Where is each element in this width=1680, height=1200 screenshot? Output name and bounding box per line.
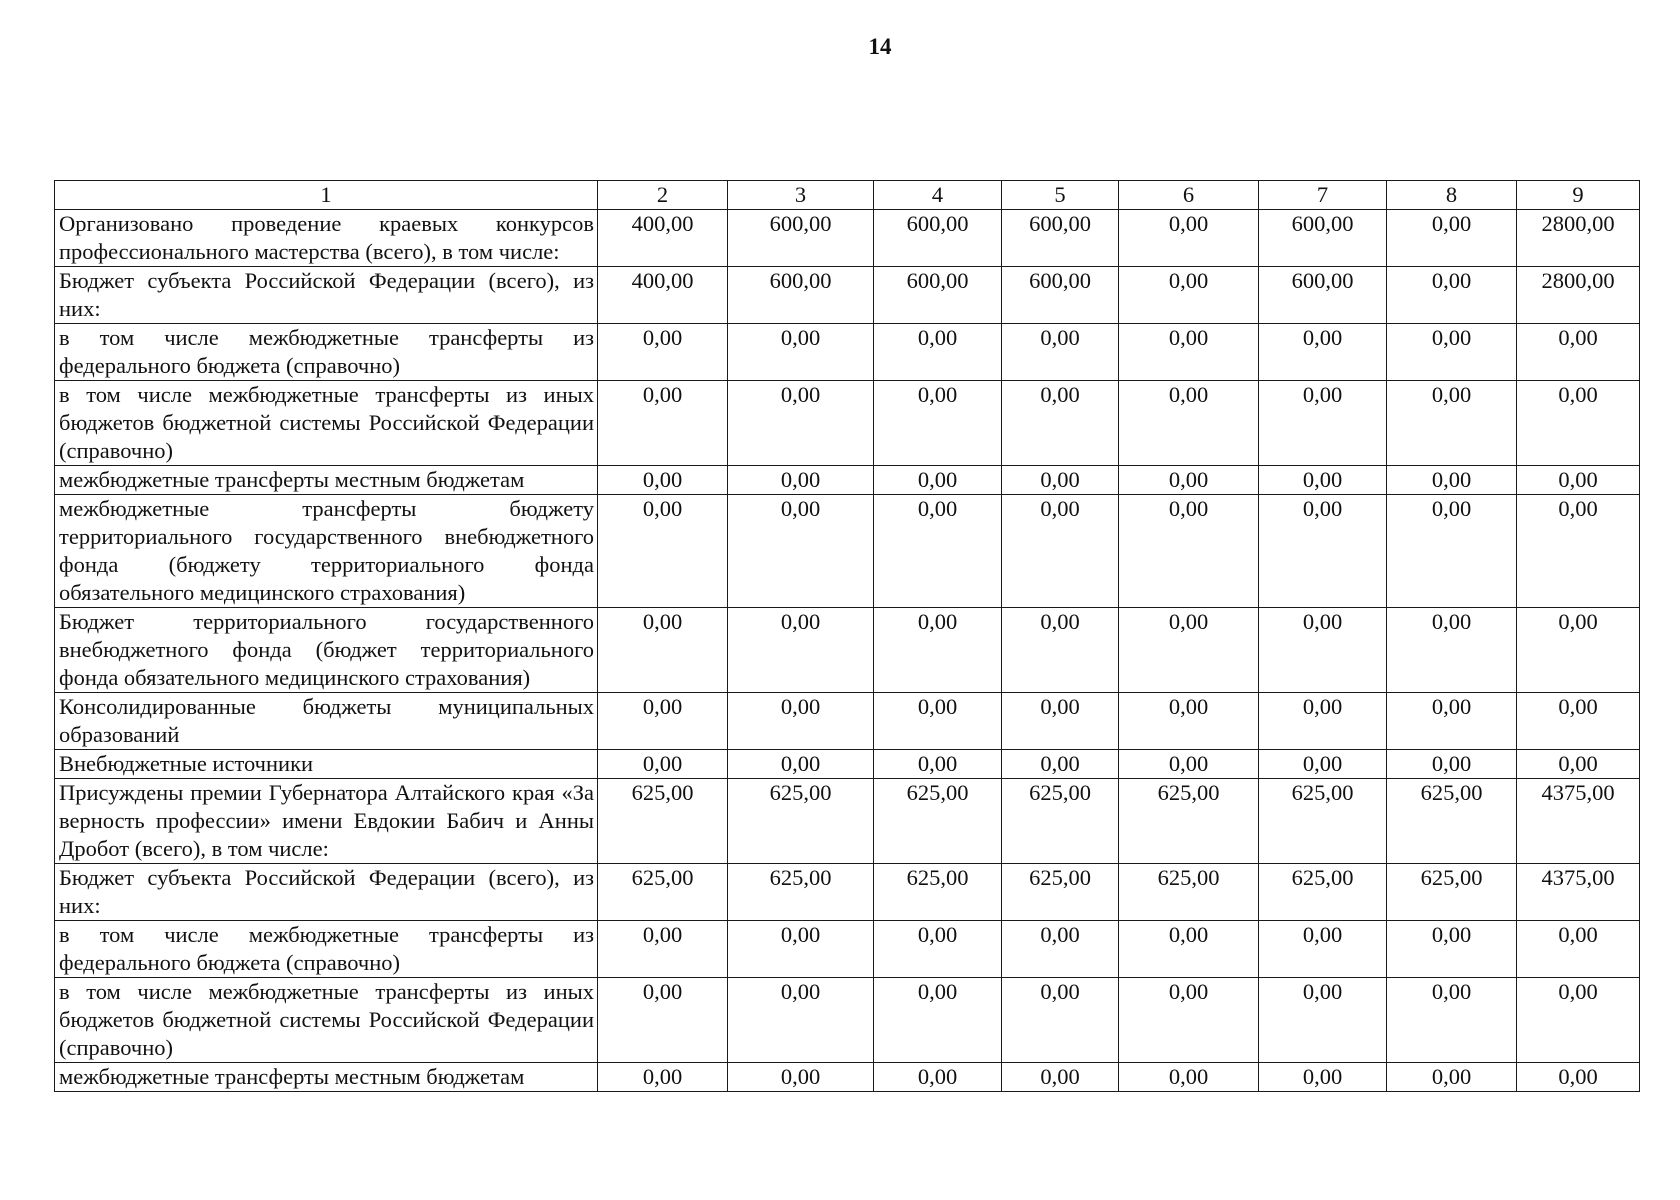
value-cell: 0,00 [1119,750,1259,779]
row-label: Бюджет субъекта Российской Федерации (всего), из них: [55,267,598,324]
column-header-9: 9 [1517,181,1640,210]
value-cell: 625,00 [1119,864,1259,921]
column-header-8: 8 [1387,181,1517,210]
value-cell: 600,00 [728,267,874,324]
table-row [55,608,1640,693]
value-cell: 0,00 [1002,921,1119,978]
value-cell: 600,00 [1259,267,1387,324]
value-cell: 0,00 [1517,978,1640,1063]
value-cell: 625,00 [1387,779,1517,864]
value-cell: 0,00 [728,750,874,779]
value-cell: 0,00 [1387,324,1517,381]
value-cell: 0,00 [1387,381,1517,466]
value-cell: 0,00 [598,750,728,779]
value-cell: 600,00 [1002,267,1119,324]
value-cell: 0,00 [1387,921,1517,978]
value-cell: 0,00 [1259,750,1387,779]
value-cell: 600,00 [874,210,1002,267]
value-cell: 625,00 [728,864,874,921]
value-cell: 0,00 [1387,267,1517,324]
value-cell: 0,00 [1002,693,1119,750]
value-cell: 0,00 [874,381,1002,466]
value-cell: 0,00 [1517,495,1640,608]
value-cell: 0,00 [1119,381,1259,466]
column-header-4: 4 [874,181,1002,210]
table-row [55,693,1640,750]
value-cell: 0,00 [1119,466,1259,495]
value-cell: 0,00 [1259,921,1387,978]
value-cell: 0,00 [874,978,1002,1063]
table-row [55,466,1640,495]
value-cell: 0,00 [598,324,728,381]
value-cell: 0,00 [874,608,1002,693]
value-cell: 0,00 [1119,210,1259,267]
row-label: Консолидированные бюджеты муниципальных образований [55,693,598,750]
value-cell: 0,00 [728,608,874,693]
column-header-7: 7 [1259,181,1387,210]
value-cell: 625,00 [1259,864,1387,921]
value-cell: 0,00 [598,1063,728,1092]
value-cell: 0,00 [1387,466,1517,495]
value-cell: 0,00 [598,466,728,495]
value-cell: 0,00 [598,921,728,978]
value-cell: 0,00 [1119,495,1259,608]
value-cell: 0,00 [1002,750,1119,779]
column-header-5: 5 [1002,181,1119,210]
value-cell: 600,00 [874,267,1002,324]
row-label: Бюджет территориального государственного внебюджетного фонда (бюджет территориального фонда обязательного медицинского страхования) [55,608,598,693]
value-cell: 625,00 [874,864,1002,921]
table-row [55,864,1640,921]
value-cell: 0,00 [728,693,874,750]
table-row [55,1063,1640,1092]
table-row [55,324,1640,381]
row-label: Внебюджетные источники [55,750,598,779]
value-cell: 4375,00 [1517,864,1640,921]
value-cell: 0,00 [1517,693,1640,750]
table-row [55,921,1640,978]
value-cell: 0,00 [598,495,728,608]
value-cell: 0,00 [1259,608,1387,693]
value-cell: 0,00 [1517,921,1640,978]
value-cell: 0,00 [1002,495,1119,608]
value-cell: 0,00 [598,381,728,466]
value-cell: 2800,00 [1517,267,1640,324]
value-cell: 0,00 [1387,978,1517,1063]
value-cell: 0,00 [874,495,1002,608]
value-cell: 0,00 [874,921,1002,978]
value-cell: 0,00 [1259,381,1387,466]
row-label: в том числе межбюджетные трансферты из иных бюджетов бюджетной системы Российской Федерации (справочно) [55,978,598,1063]
value-cell: 0,00 [1517,324,1640,381]
value-cell: 0,00 [874,324,1002,381]
column-header-1: 1 [55,181,598,210]
value-cell: 0,00 [1119,978,1259,1063]
row-label: Организовано проведение краевых конкурсов профессионального мастерства (всего), в том числе: [55,210,598,267]
value-cell: 625,00 [598,779,728,864]
value-cell: 0,00 [874,693,1002,750]
value-cell: 0,00 [874,750,1002,779]
value-cell: 0,00 [728,324,874,381]
row-label: Бюджет субъекта Российской Федерации (всего), из них: [55,864,598,921]
value-cell: 625,00 [1387,864,1517,921]
value-cell: 0,00 [1387,693,1517,750]
row-label: межбюджетные трансферты местным бюджетам [55,466,598,495]
value-cell: 0,00 [1119,267,1259,324]
value-cell: 625,00 [1002,864,1119,921]
value-cell: 0,00 [1119,693,1259,750]
value-cell: 0,00 [728,495,874,608]
table-row [55,978,1640,1063]
value-cell: 0,00 [1387,495,1517,608]
table-row [55,495,1640,608]
value-cell: 0,00 [874,1063,1002,1092]
value-cell: 2800,00 [1517,210,1640,267]
value-cell: 0,00 [728,381,874,466]
value-cell: 0,00 [598,978,728,1063]
value-cell: 0,00 [1119,324,1259,381]
value-cell: 0,00 [1387,750,1517,779]
table-row [55,779,1640,864]
value-cell: 4375,00 [1517,779,1640,864]
row-label: в том числе межбюджетные трансферты из федерального бюджета (справочно) [55,921,598,978]
value-cell: 600,00 [1002,210,1119,267]
value-cell: 0,00 [1517,381,1640,466]
value-cell: 0,00 [1517,1063,1640,1092]
value-cell: 0,00 [1002,1063,1119,1092]
value-cell: 0,00 [1517,608,1640,693]
value-cell: 0,00 [598,608,728,693]
value-cell: 0,00 [1002,381,1119,466]
value-cell: 0,00 [1119,1063,1259,1092]
value-cell: 400,00 [598,210,728,267]
column-header-2: 2 [598,181,728,210]
value-cell: 0,00 [1387,210,1517,267]
value-cell: 0,00 [1387,608,1517,693]
budget-table [54,180,1640,1092]
value-cell: 625,00 [728,779,874,864]
table-row [55,750,1640,779]
header-row [55,181,1640,210]
value-cell: 0,00 [1002,324,1119,381]
value-cell: 0,00 [728,921,874,978]
table-row [55,267,1640,324]
value-cell: 0,00 [1002,466,1119,495]
column-header-3: 3 [728,181,874,210]
value-cell: 600,00 [728,210,874,267]
table-body [55,210,1640,1092]
row-label: Присуждены премии Губернатора Алтайского края «За верность профессии» имени Евдокии Бабич и Анны Дробот (всего), в том числе: [55,779,598,864]
value-cell: 0,00 [1119,921,1259,978]
value-cell: 625,00 [874,779,1002,864]
value-cell: 600,00 [1259,210,1387,267]
value-cell: 0,00 [728,466,874,495]
value-cell: 0,00 [1259,978,1387,1063]
value-cell: 0,00 [1259,1063,1387,1092]
row-label: межбюджетные трансферты местным бюджетам [55,1063,598,1092]
row-label: межбюджетные трансферты бюджету территориального государственного внебюджетного фонда (бюджету территориального фонда обязательного медицинского страхования) [55,495,598,608]
value-cell: 0,00 [728,978,874,1063]
value-cell: 0,00 [1517,750,1640,779]
value-cell: 0,00 [728,1063,874,1092]
value-cell: 0,00 [1259,466,1387,495]
value-cell: 0,00 [1259,495,1387,608]
value-cell: 0,00 [1002,978,1119,1063]
value-cell: 0,00 [598,693,728,750]
row-label: в том числе межбюджетные трансферты из иных бюджетов бюджетной системы Российской Федерации (справочно) [55,381,598,466]
value-cell: 0,00 [874,466,1002,495]
value-cell: 625,00 [1119,779,1259,864]
value-cell: 0,00 [1517,466,1640,495]
value-cell: 0,00 [1259,324,1387,381]
value-cell: 625,00 [1002,779,1119,864]
value-cell: 0,00 [1002,608,1119,693]
value-cell: 400,00 [598,267,728,324]
value-cell: 0,00 [1259,693,1387,750]
table-row [55,210,1640,267]
value-cell: 0,00 [1119,608,1259,693]
value-cell: 625,00 [1259,779,1387,864]
row-label: в том числе межбюджетные трансферты из федерального бюджета (справочно) [55,324,598,381]
value-cell: 625,00 [598,864,728,921]
table-row [55,381,1640,466]
column-header-6: 6 [1119,181,1259,210]
page-number: 14 [868,34,892,59]
value-cell: 0,00 [1387,1063,1517,1092]
